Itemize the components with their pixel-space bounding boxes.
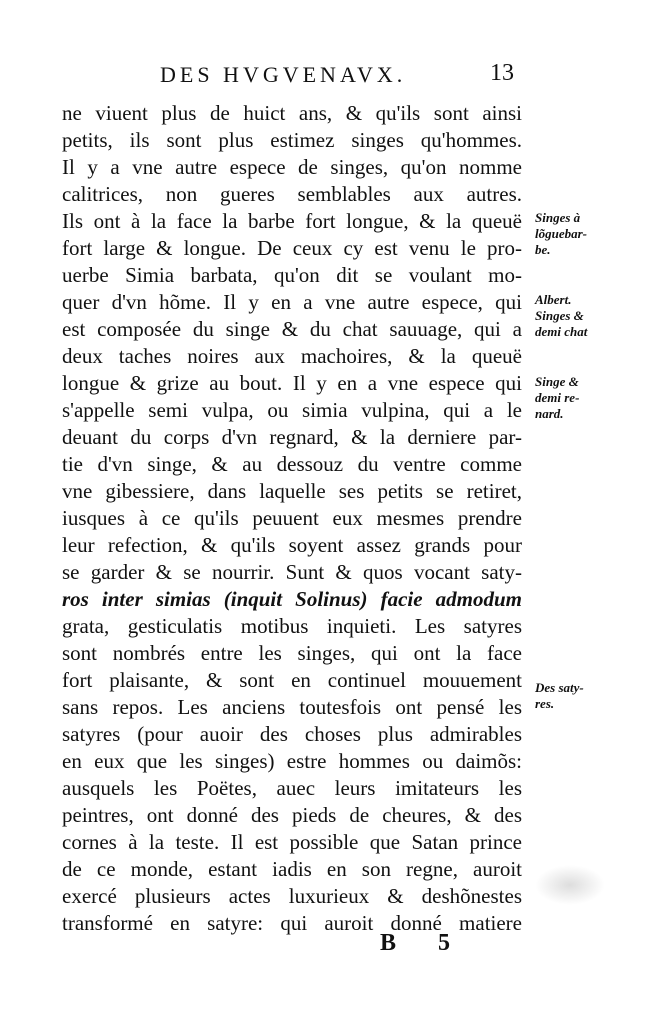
body-line: deux taches noires aux machoires, & la queuë	[62, 344, 522, 368]
body-line: ne viuent plus de huict ans, & qu'ils sont ainsi	[62, 101, 522, 125]
body-line: ausquels les Poëtes, auec leurs imitateurs les	[62, 776, 522, 800]
running-head: DES HVGVENAVX.	[160, 62, 407, 87]
page-number: 13	[490, 60, 514, 86]
body-line: Ils ont à la face la barbe fort longue, & la queuë	[62, 209, 522, 233]
body-line: grata, gesticulatis motibus inquieti. Les satyres	[62, 614, 522, 638]
body-line: sont nombrés entre les singes, qui ont la face	[62, 641, 522, 665]
body-line: transformé en satyre: qui auroit donné matiere	[62, 911, 522, 935]
margin-note-line: Singe &	[535, 374, 579, 389]
margin-note-line: Des saty-	[535, 680, 584, 695]
body-line: leur refection, & qu'ils soyent assez grands pour	[62, 533, 522, 557]
margin-note-line: demi chat	[535, 324, 588, 339]
body-line: tie d'vn singe, & au dessouz du ventre comme	[62, 452, 522, 476]
body-line: est composée du singe & du chat sauuage, qui a	[62, 317, 522, 341]
margin-note-line: demi re-	[535, 390, 580, 405]
body-line: cornes à la teste. Il est possible que Satan prince	[62, 830, 522, 854]
body-line: en eux que les singes) estre hommes ou daimõs:	[62, 749, 522, 773]
margin-note-line: nard.	[535, 406, 564, 421]
margin-note-line: Singes à	[535, 210, 581, 225]
body-line: sans repos. Les anciens toutesfois ont pensé les	[62, 695, 522, 719]
body-line: Il y a vne autre espece de singes, qu'on nomme	[62, 155, 522, 179]
margin-note-line: res.	[535, 696, 555, 711]
body-line: peintres, ont donné des pieds de cheures, & des	[62, 803, 522, 827]
margin-note	[535, 680, 605, 712]
body-line: deuant du corps d'vn regnard, & la derniere par-	[62, 425, 522, 449]
margin-note-line: be.	[535, 242, 551, 257]
body-line: vne gibessiere, dans laquelle ses petits se retiret,	[62, 479, 522, 503]
body-line: s'appelle semi vulpa, ou simia vulpina, qui a le	[62, 398, 522, 422]
body-line: uerbe Simia barbata, qu'on dit se voulant mo-	[62, 263, 522, 287]
body-line: quer d'vn hõme. Il y en a vne autre espece, qui	[62, 290, 522, 314]
margin-note	[535, 210, 605, 258]
margin-note-line: lõguebar-	[535, 226, 587, 241]
body-line: petits, ils sont plus estimez singes qu'hommes.	[62, 128, 522, 152]
body-line: exercé plusieurs actes luxurieux & deshõnestes	[62, 884, 522, 908]
body-line: calitrices, non gueres semblables aux autres.	[62, 182, 522, 206]
margin-note-line: Albert.	[535, 292, 572, 307]
margin-note	[535, 374, 605, 422]
body-line: longue & grize au bout. Il y en a vne espece qui	[62, 371, 522, 395]
body-line: se garder & se nourrir. Sunt & quos vocant saty-	[62, 560, 522, 584]
body-line: fort large & longue. De ceux cy est venu le pro-	[62, 236, 522, 260]
body-line: iusques à ce qu'ils peuuent eux mesmes prendre	[62, 506, 522, 530]
margin-note	[535, 292, 605, 340]
body-line: fort plaisante, & sont en continuel mouuement	[62, 668, 522, 692]
body-line: de ce monde, estant iadis en son regne, auroit	[62, 857, 522, 881]
body-line: satyres (pour auoir des choses plus admirables	[62, 722, 522, 746]
body-line-latin: ros inter simias (inquit Solinus) facie admodum	[62, 587, 522, 611]
signature-mark: B 5	[380, 930, 469, 956]
margin-note-line: Singes &	[535, 308, 584, 323]
ink-smudge	[535, 865, 605, 905]
